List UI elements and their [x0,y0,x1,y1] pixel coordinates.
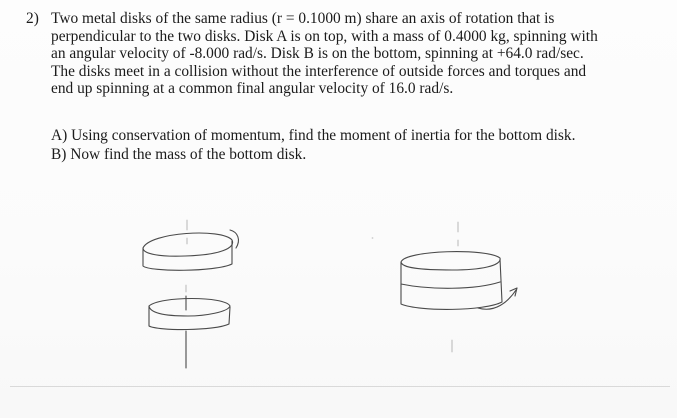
problem-line-2: perpendicular to the two disks. Disk A is on top, with a mass of 0.4000 kg, spinning with [51,27,598,45]
problem-line-3: an angular velocity of -8.000 rad/s. Disk B is on the bottom, spinning at +64.0 rad/sec. [51,45,584,63]
problem-line-5: end up spinning at a common final angular velocity of 16.0 rad/s. [51,80,454,98]
two-separate-disks-sketch [143,220,238,368]
question-a: A) Using conservation of momentum, find the moment of inertia for the bottom disk. [51,127,576,144]
page-edge-line [10,386,670,387]
problem-number: 2) [26,10,39,27]
disk-a-sketch [143,220,238,270]
problem-line-1: Two metal disks of the same radius (r = 0.1000 m) share an axis of rotation that is [51,10,555,27]
stacked-disks-sketch [401,222,517,352]
question-b: B) Now find the mass of the bottom disk. [51,146,307,163]
problem-line-4: The disks meet in a collision without the interference of outside forces and torques and [51,62,587,80]
disk-b-sketch [149,285,230,368]
